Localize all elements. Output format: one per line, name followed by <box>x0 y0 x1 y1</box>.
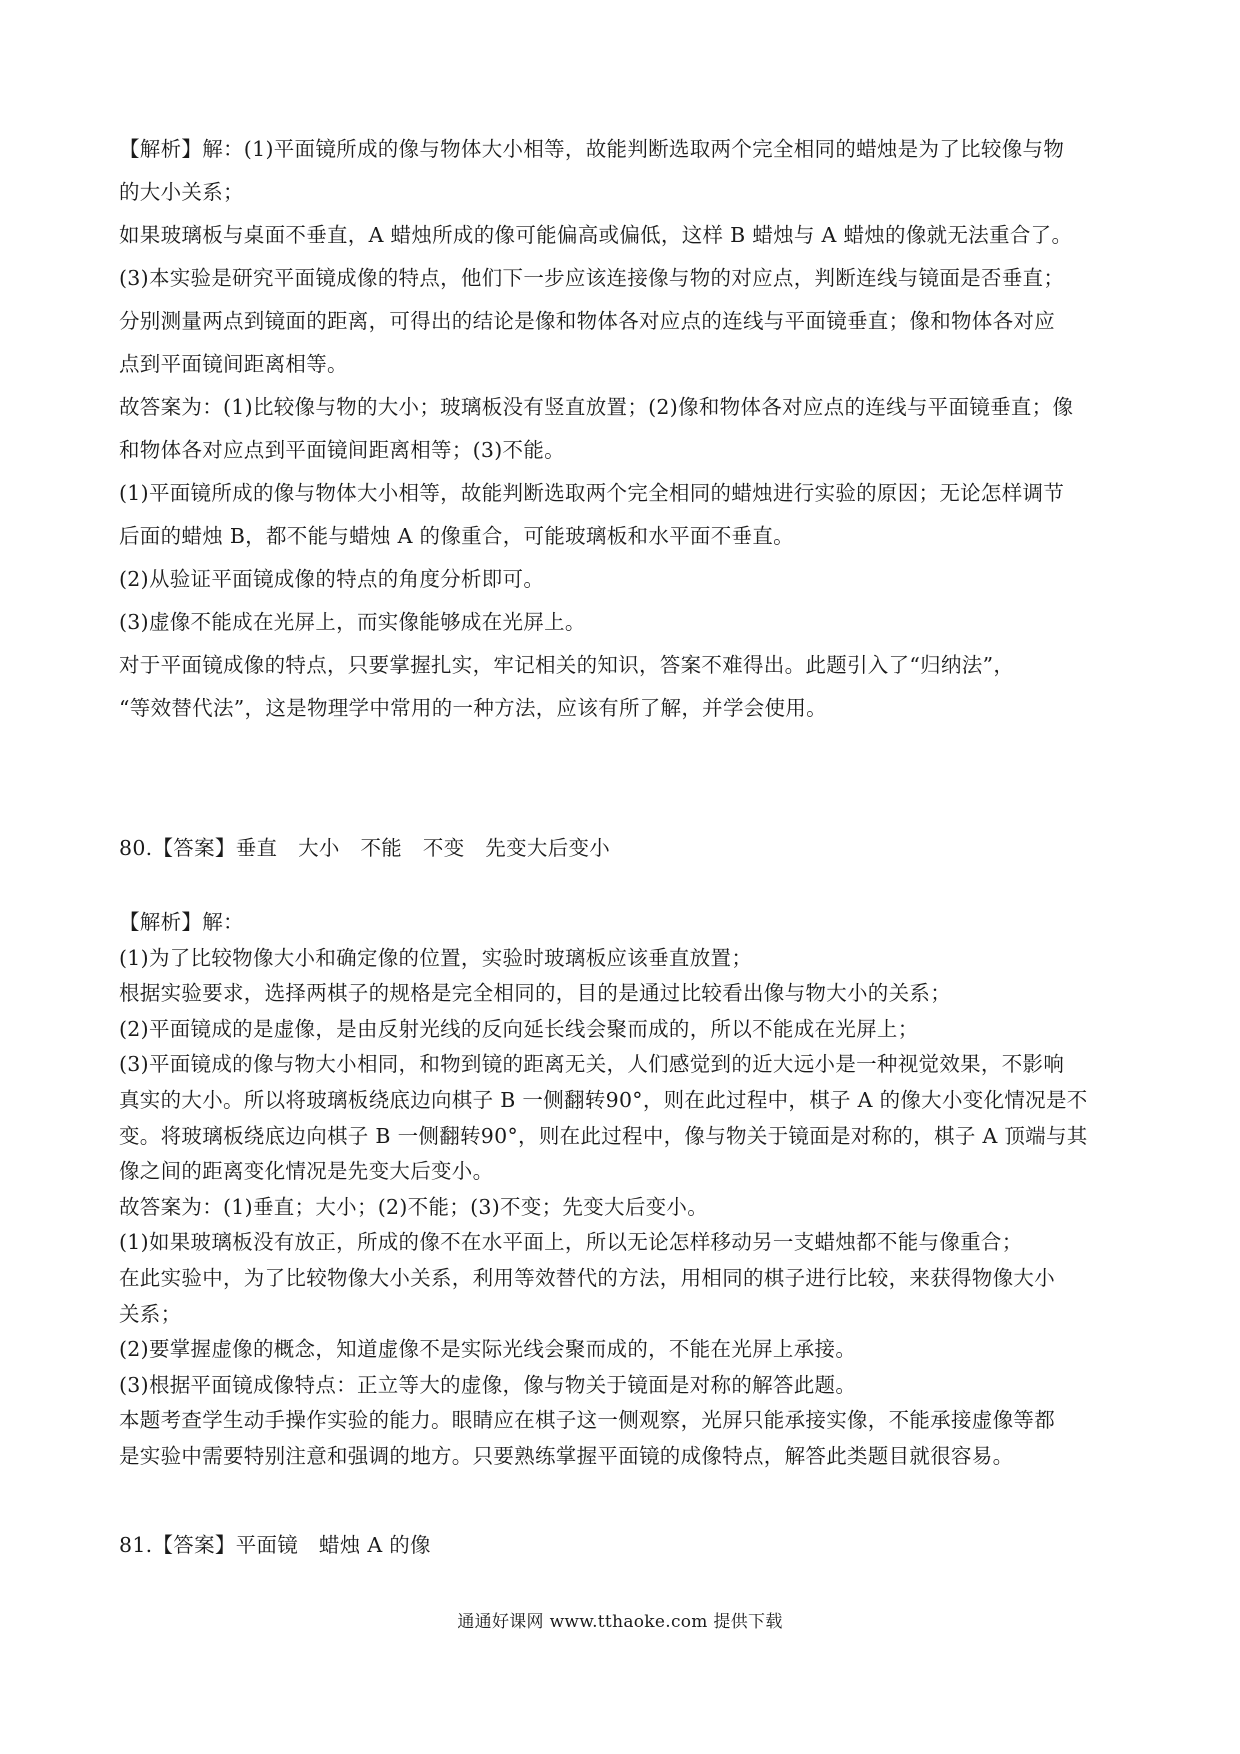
text-line: 故答案为：(1)比较像与物的大小；玻璃板没有竖直放置；(2)像和物体各对应点的连线与平面镜垂直；像 <box>119 395 1074 419</box>
text-line: (2)平面镜成的是虚像，是由反射光线的反向延长线会聚而成的，所以不能成在光屏上； <box>119 1016 919 1041</box>
text-line: (3)根据平面镜成像特点：正立等大的虚像，像与物关于镜面是对称的解答此题。 <box>119 1372 857 1397</box>
text-line: 如果玻璃板与桌面不垂直，A 蜡烛所成的像可能偏高或偏低，这样 B 蜡烛与 A 蜡烛的像就无法重合了。 <box>119 223 1073 247</box>
text-line: 和物体各对应点到平面镜间距离相等；(3)不能。 <box>119 438 565 462</box>
text-line: (3)虚像不能成在光屏上，而实像能够成在光屏上。 <box>119 610 586 634</box>
text-line: 后面的蜡烛 B，都不能与蜡烛 A 的像重合，可能玻璃板和水平面不垂直。 <box>119 524 794 548</box>
text-line: “等效替代法”，这是物理学中常用的一种方法，应该有所了解，并学会使用。 <box>119 696 827 720</box>
text-line: 真实的大小。所以将玻璃板绕底边向棋子 B 一侧翻转90°，则在此过程中，棋子 A 的像大小变化情况是不 <box>119 1087 1088 1112</box>
text-line: 点到平面镜间距离相等。 <box>119 352 348 376</box>
answer-81 <box>119 1527 1129 1563</box>
text-line: 根据实验要求，选择两棋子的规格是完全相同的，目的是通过比较看出像与物大小的关系； <box>119 981 951 1006</box>
text-line: (2)从验证平面镜成像的特点的角度分析即可。 <box>119 567 545 591</box>
text-line: 关系； <box>119 1301 182 1326</box>
text-line: 变。将玻璃板绕底边向棋子 B 一侧翻转90°，则在此过程中，像与物关于镜面是对称的，棋子 A 顶端与其 <box>119 1123 1088 1148</box>
text-line: 故答案为：(1)垂直；大小；(2)不能；(3)不变；先变大后变小。 <box>119 1194 709 1219</box>
text-line: 在此实验中，为了比较物像大小关系，利用等效替代的方法，用相同的棋子进行比较，来获得物像大小 <box>119 1265 1055 1290</box>
text-line: 【解析】解： <box>119 910 244 934</box>
text-line: 分别测量两点到镜面的距离，可得出的结论是像和物体各对应点的连线与平面镜垂直；像和物体各对应 <box>119 309 1055 333</box>
text-line: 对于平面镜成像的特点，只要掌握扎实，牢记相关的知识，答案不难得出。此题引入了“归纳法”， <box>119 653 1015 677</box>
text-line: (3)平面镜成的像与物大小相同，和物到镜的距离无关，人们感觉到的近大远小是一种视觉效果，不影响 <box>119 1052 1065 1077</box>
analysis-section-79 <box>119 128 1129 730</box>
text-line: 的大小关系； <box>119 180 244 204</box>
text-line: (3)本实验是研究平面镜成像的特点，他们下一步应该连接像与物的对应点，判断连线与镜面是否垂直； <box>119 266 1065 290</box>
text-line: 是实验中需要特别注意和强调的地方。只要熟练掌握平面镜的成像特点，解答此类题目就很容易。 <box>119 1443 1014 1468</box>
text-line: 像之间的距离变化情况是先变大后变小。 <box>119 1159 494 1184</box>
answer-line: 81.【答案】平面镜 蜡烛 A 的像 <box>119 1533 431 1557</box>
text-line: (2)要掌握虚像的概念，知道虚像不是实际光线会聚而成的，不能在光屏上承接。 <box>119 1337 857 1362</box>
text-line: (1)如果玻璃板没有放正，所成的像不在水平面上，所以无论怎样移动另一支蜡烛都不能与像重合； <box>119 1230 1023 1255</box>
text-line: 本题考查学生动手操作实验的能力。眼睛应在棋子这一侧观察，光屏只能承接实像，不能承接虚像等都 <box>119 1408 1055 1433</box>
answer-line: 80.【答案】垂直 大小 不能 不变 先变大后变小 <box>119 836 611 860</box>
analysis-section-80 <box>119 905 1129 1475</box>
page-footer: 通通好课网 www.tthaoke.com 提供下载 <box>457 1612 783 1632</box>
answer-80 <box>119 830 1129 866</box>
text-line: 【解析】解：(1)平面镜所成的像与物体大小相等，故能判断选取两个完全相同的蜡烛是为了比较像与物 <box>119 137 1065 161</box>
text-line: (1)平面镜所成的像与物体大小相等，故能判断选取两个完全相同的蜡烛进行实验的原因；无论怎样调节 <box>119 481 1065 505</box>
text-line: (1)为了比较物像大小和确定像的位置，实验时玻璃板应该垂直放置； <box>119 945 753 970</box>
